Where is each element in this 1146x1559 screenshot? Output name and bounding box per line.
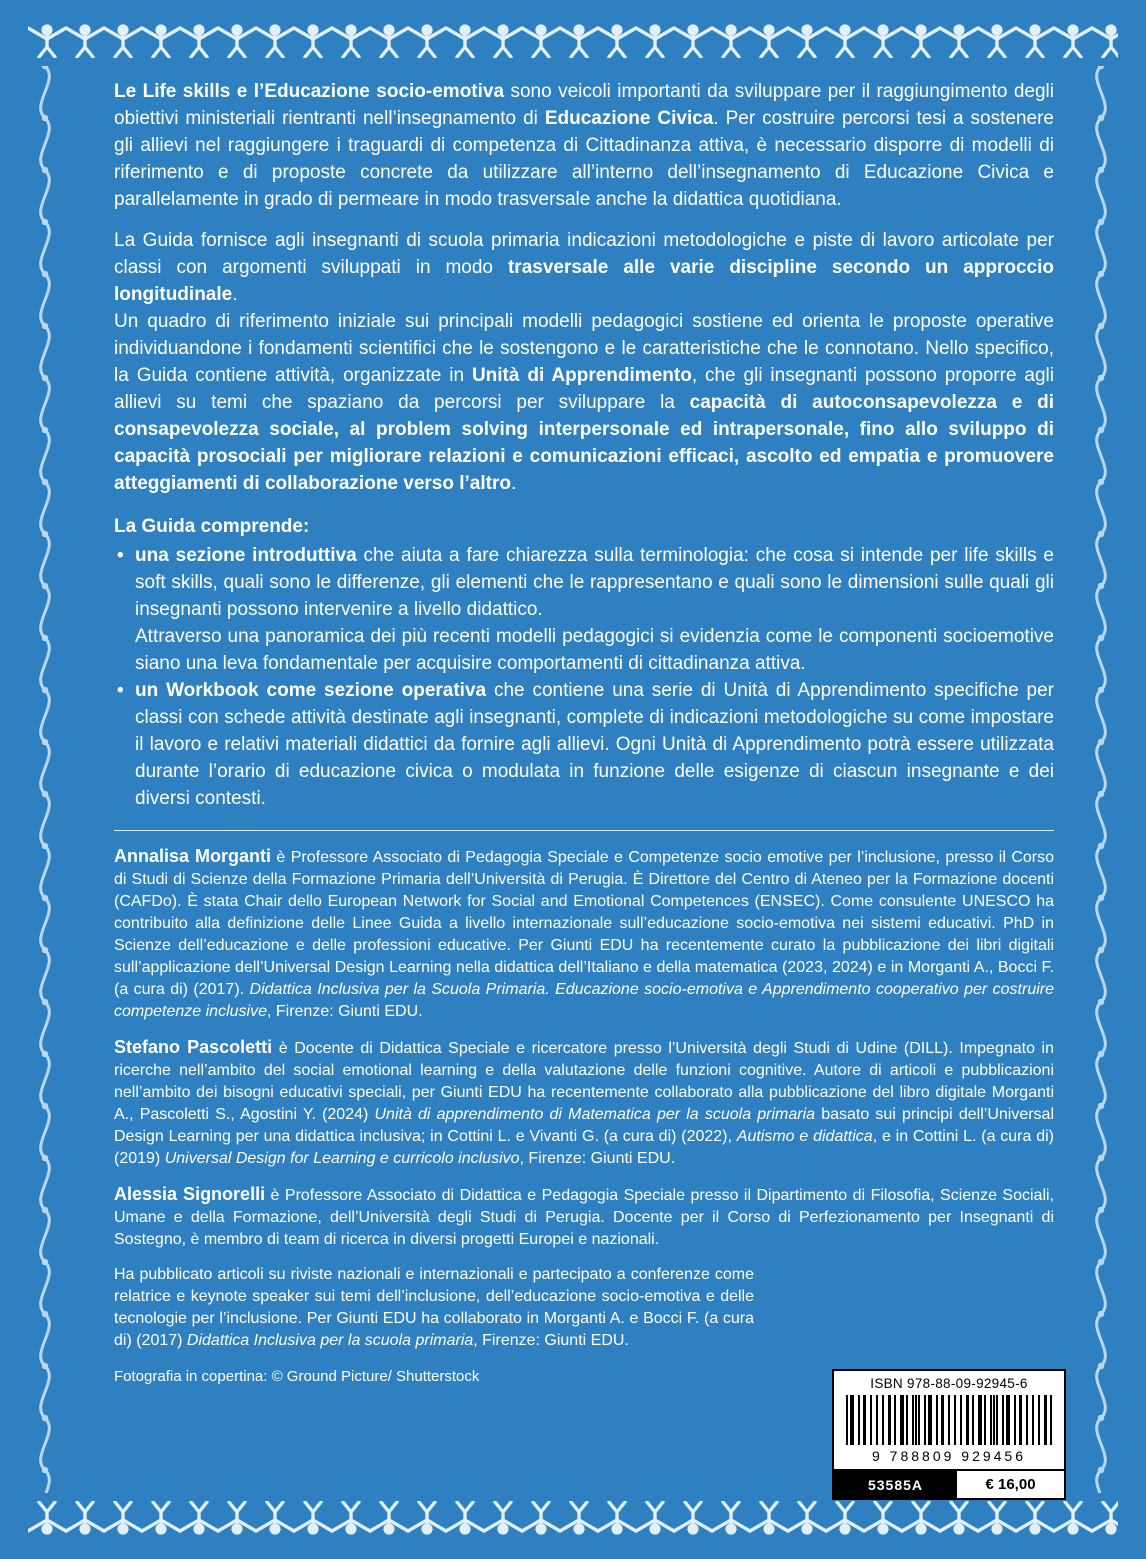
framework-paragraph bbox=[114, 308, 1054, 497]
text-segment: Autismo e didattica bbox=[736, 1128, 873, 1145]
paper-doll-border-top bbox=[28, 22, 1118, 58]
feature-text bbox=[135, 677, 1054, 812]
back-cover-text bbox=[114, 78, 1054, 1403]
code-price-row bbox=[834, 1469, 1064, 1498]
text-segment: è Professore Associato di Pedagogia Speciale e Competenze socio emotive per l’inclusione, presso il Corso di Studi di Scienze della Formazione Primaria dell’Università di Perugia. È Direttore del Centro di Ateneo per la Formazione docenti (CAFDo). È stata Chair dello European Network for Social and Emotional Competences (ENSEC). Come consulente UNESCO ha contribuito alla definizione delle Linee Guida a livello internazionale sull’educazione socio-emotiva nei sistemi educativi. PhD in Scienze dell’educazione e delle professioni educative. Per Giunti EDU ha recentemente curato la pubblicazione dei libri digitali sull’applicazione dell’Universal Design Learning nella didattica dell’Italiano e della matematica (2023, 2024) e in Morganti A., Bocci F. (a cura di) (2017). bbox=[114, 849, 1055, 998]
paper-doll-chain-icon bbox=[28, 22, 1118, 58]
author-name: Alessia Signorelli bbox=[114, 1184, 266, 1204]
text-segment: trasversale alle varie discipline secondo un approccio longitudinale bbox=[114, 257, 1054, 305]
text-segment: Un quadro di riferimento iniziale sui principali modelli pedagogici sostiene ed orienta le proposte operative individuandone i fondamenti scientifici che le sostengono e le caratteristiche che le connotano. Nello specifico, la Guida contiene attività, organizzate in bbox=[114, 311, 1054, 386]
author-name: Annalisa Morganti bbox=[114, 846, 271, 866]
intro-paragraph bbox=[114, 78, 1054, 213]
text-segment: , Firenze: Giunti EDU. bbox=[266, 1003, 423, 1020]
text-segment: è Docente di Didattica Speciale e ricercatore presso l’Università degli Studi di Udine (DILL). Impegnato in ricerche nell’ambito del social emotional learning e della valutazione delle funzioni cognitive. Autore di articoli e pubblicazioni nell’ambito dei bisogni educativi speciali, per Giunti EDU ha recentemente collaborato alla pubblicazione del libro digitale Morganti A., Pascoletti S., Agostini Y. (2024) bbox=[114, 1040, 1054, 1123]
feature-item-intro-section bbox=[114, 542, 1054, 677]
text-segment: Ha pubblicato articoli su riviste nazionali e internazionali e partecipato a conferenze come relatrice e keynote speaker sui temi dell’inclusione, dell’educazione socio-emotiva e delle tecnologie per l’inclusione. Per Giunti EDU ha collaborato in Morganti A. e Bocci F. (a cura di) (2017) bbox=[114, 1266, 754, 1349]
text-segment: un Workbook come sezione operativa bbox=[135, 680, 487, 701]
bio-alessia-signorelli-lead bbox=[114, 1183, 1054, 1251]
text-segment: , e in Cottini L. (a cura di) (2019) bbox=[114, 1128, 1055, 1167]
author-name: Stefano Pascoletti bbox=[114, 1037, 273, 1057]
bio-alessia-signorelli-rest bbox=[114, 1264, 754, 1352]
text-segment: basato sui principi dell’Universal Design Learning per una didattica inclusiva; in Cottini L. e Vivanti G. (a cura di) (2022), bbox=[114, 1106, 1054, 1145]
isbn-label: ISBN 978-88-09-92945-6 bbox=[870, 1376, 1028, 1391]
text-segment: capacità di autoconsapevolezza e di consapevolezza sociale, al problem solving interpersonale ed intrapersonale, fino allo sviluppo di capacità prosociali per migliorare relazioni e comunicazioni efficaci, ascolto ed empatia e promuovere atteggiamenti di collaborazione verso l’altro bbox=[114, 392, 1054, 494]
features-list bbox=[114, 542, 1054, 812]
list-title: La Guida comprende: bbox=[114, 516, 310, 537]
text-segment: Didattica Inclusiva per la scuola primaria bbox=[186, 1332, 474, 1349]
barcode-digits: 9 788809 929456 bbox=[872, 1448, 1026, 1464]
isbn-barcode-box bbox=[832, 1369, 1066, 1500]
text-segment: , Firenze: Giunti EDU. bbox=[473, 1332, 629, 1349]
wavy-garland-icon bbox=[1080, 66, 1122, 1493]
cover-photo-credit: Fotografia in copertina: © Ground Picture/ Shutterstock bbox=[114, 1368, 480, 1385]
feature-text-continuation: Attraverso una panoramica dei più recenti modelli pedagogici si evidenzia come le componenti socioemotive siano una leva fondamentale per acquisire comportamenti di cittadinanza attiva. bbox=[135, 626, 1054, 674]
text-segment: Le Life skills e l’Educazione socio-emotiva bbox=[114, 81, 505, 102]
text-segment: Educazione Civica bbox=[544, 108, 714, 129]
bio-annalisa-morganti bbox=[114, 845, 1054, 1023]
text-segment: una sezione introduttiva bbox=[135, 545, 357, 566]
author-bios bbox=[114, 845, 1054, 1388]
text-segment: . Per costruire percorsi tesi a sostenere gli allievi nel raggiungere i traguardi di competenza di Cittadinanza attiva, è necessario disporre di modelli di riferimento e di proposte concrete da utilizzare all’interno dell’insegnamento di Educazione Civica e parallelamente in grado di permeare in modo trasversale anche la didattica quotidiana. bbox=[114, 108, 1054, 210]
wavy-garland-icon bbox=[24, 66, 66, 1493]
feature-text bbox=[135, 542, 1054, 623]
text-segment: Unità di Apprendimento bbox=[471, 365, 692, 386]
paper-doll-chain-icon bbox=[28, 1501, 1118, 1537]
text-segment: che aiuta a fare chiarezza sulla terminologia: che cosa si intende per life skills e soft skills, quali sono le differenze, gli elementi che le rappresentano e quali sono le dimensioni sulle quali gli insegnanti possono intervenire a livello didattico. bbox=[135, 545, 1055, 620]
text-segment: , Firenze: Giunti EDU. bbox=[519, 1150, 676, 1167]
text-segment: , che gli insegnanti possono proporre agli allievi su temi che spaziano da percorsi per sviluppare la bbox=[114, 365, 1054, 413]
text-segment: sono veicoli importanti da sviluppare per il raggiungimento degli obiettivi ministeriali rientranti nell’insegnamento di bbox=[114, 81, 1054, 129]
paper-doll-border-bottom bbox=[28, 1501, 1118, 1537]
barcode-icon bbox=[846, 1395, 1052, 1445]
text-segment: Universal Design for Learning e curricolo inclusivo bbox=[164, 1150, 520, 1167]
divider-line bbox=[114, 830, 1054, 831]
text-segment: . bbox=[510, 473, 517, 494]
product-code: 53585A bbox=[834, 1471, 957, 1498]
text-segment: La Guida fornisce agli insegnanti di scuola primaria indicazioni metodologiche e piste di lavoro articolate per classi con argomenti sviluppati in modo bbox=[114, 230, 1054, 278]
text-segment: Unità di apprendimento di Matematica per la scuola primaria bbox=[374, 1106, 816, 1123]
text-segment: è Professore Associato di Didattica e Pedagogia Speciale presso il Dipartimento di Filosofia, Scienze Sociali, Umane e della Formazione, dell’Università degli Studi di Perugia. Docente per il Corso di Perfezionamento per Insegnanti di Sostegno, è membro di team di ricerca in diversi progetti Europei e nazionali. bbox=[114, 1187, 1055, 1248]
guide-paragraph bbox=[114, 227, 1054, 308]
wavy-border-right bbox=[1080, 66, 1122, 1493]
feature-item-workbook bbox=[114, 677, 1054, 812]
wavy-border-left bbox=[24, 66, 66, 1493]
text-segment: che contiene una serie di Unità di Apprendimento specifiche per classi con schede attività destinate agli insegnanti, complete di indicazioni metodologiche su come impostare il lavoro e relativi materiali didattici da fornire agli allievi. Ogni Unità di Apprendimento potrà essere utilizzata durante l’orario di educazione civica o modulata in funzione delle esigenze di ciascun insegnante e dei diversi contesti. bbox=[135, 680, 1054, 809]
text-segment: Didattica Inclusiva per la Scuola Primaria. Educazione socio-emotiva e Apprendimento cooperativo per costruire competenze inclusive bbox=[114, 981, 1055, 1020]
text-segment: . bbox=[232, 284, 238, 305]
price: € 16,00 bbox=[957, 1471, 1064, 1498]
bio-stefano-pascoletti bbox=[114, 1036, 1054, 1170]
